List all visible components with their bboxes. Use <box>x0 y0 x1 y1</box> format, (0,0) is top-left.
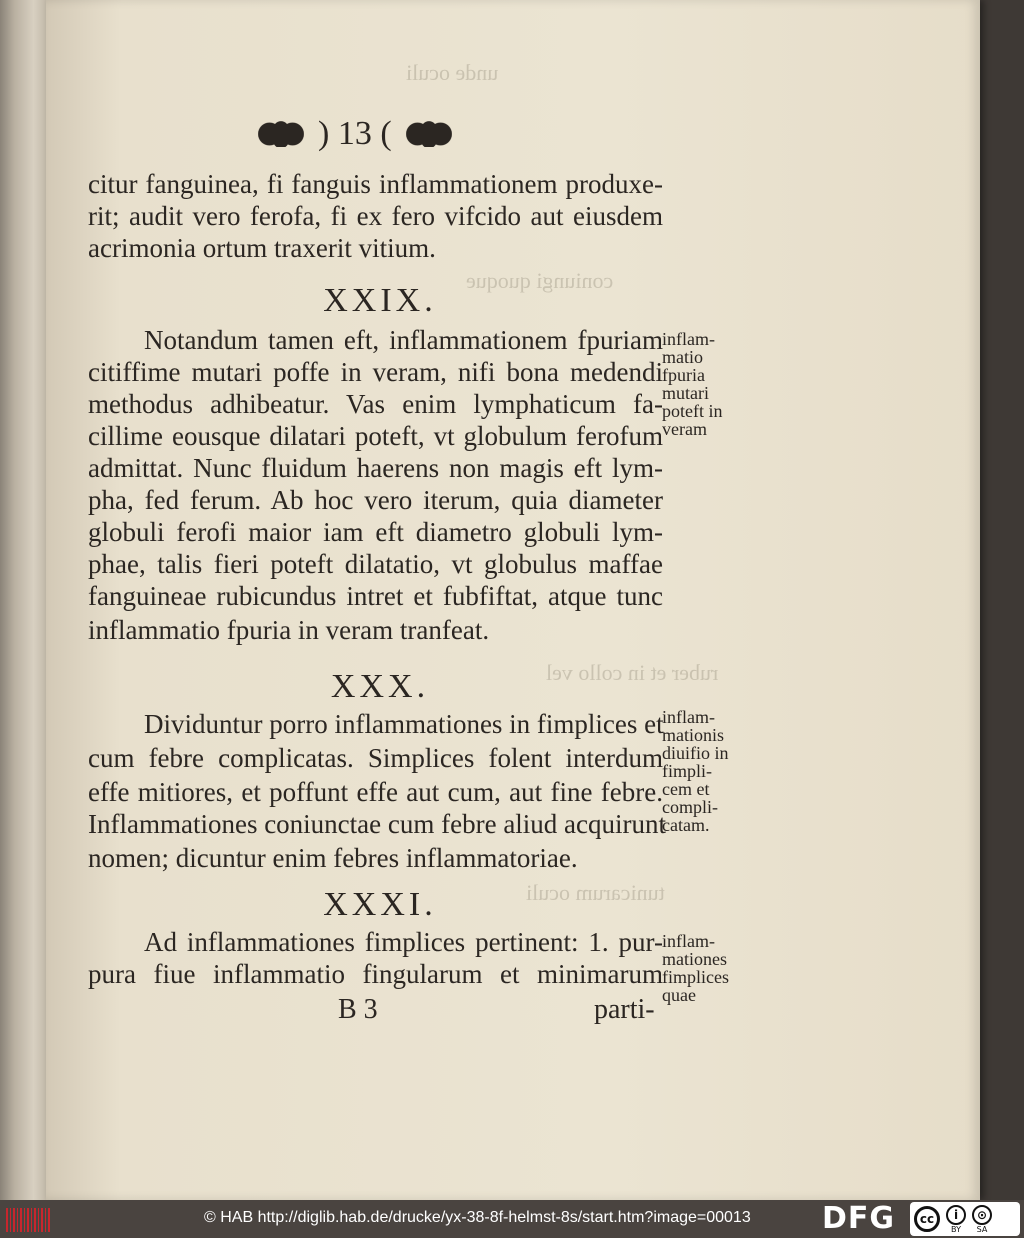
text-line: pha, fed ferum. Ab hoc vero iterum, quia diameter <box>88 485 663 515</box>
margin-note-line: diuifio in <box>662 743 729 763</box>
margin-note-line: fimpli- <box>662 761 712 781</box>
text-line: Dividuntur porro inflammationes in fimplices et <box>144 709 664 739</box>
margin-note <box>662 708 729 834</box>
text-line: acrimonia ortum traxerit vitium. <box>88 233 436 263</box>
margin-note-line: catam. <box>662 815 710 835</box>
margin-note-line: mationes <box>662 949 727 969</box>
margin-note <box>662 932 729 1004</box>
text-line: admittat. Nunc fluidum haerens non magis eft lym- <box>88 453 663 483</box>
running-head <box>258 112 508 156</box>
text-line: effe mitiores, et poffunt effe aut cum, aut fine febre. <box>88 777 663 807</box>
hab-barcode-icon <box>6 1208 50 1232</box>
viewer-footer <box>0 1200 1024 1238</box>
bleed-through: unde oculi <box>406 60 499 85</box>
margin-note-line: cem et <box>662 779 710 799</box>
cc-icon: cc <box>914 1206 940 1232</box>
bleed-through: coniungi quoque <box>466 268 614 293</box>
catchword: parti- <box>594 994 655 1025</box>
text-line: inflammatio fpuria in veram tranfeat. <box>88 615 490 645</box>
text-line: phae, talis fieri poteft dilatatio, vt globulus maffae <box>88 549 663 579</box>
margin-note-line: matio <box>662 347 703 367</box>
text-line: pura fiue inflammatio fingularum et minimarum <box>88 959 663 989</box>
sa-group <box>972 1205 992 1234</box>
section-heading: XXXI. <box>323 886 437 923</box>
margin-note-line: compli- <box>662 797 718 817</box>
margin-note-line: mutari <box>662 383 709 403</box>
margin-note-line: inflam- <box>662 931 715 951</box>
sa-label: SA <box>976 1224 988 1234</box>
credit-link[interactable]: © HAB http://diglib.hab.de/drucke/yx-38-8f-helmst-8s/start.htm?image=00013 <box>204 1209 751 1226</box>
margin-note <box>662 330 723 438</box>
text-line: globuli ferofi maior iam eft diametro globuli lym- <box>88 517 663 547</box>
by-label: BY <box>951 1224 961 1234</box>
margin-note-line: inflam- <box>662 707 715 727</box>
text-line: nomen; dicuntur enim febres inflammatoriae. <box>88 843 578 873</box>
by-group <box>946 1205 966 1234</box>
text-line: Ad inflammationes fimplices pertinent: 1. pur- <box>144 927 663 957</box>
ornament-right-icon <box>406 121 452 147</box>
margin-note-line: mationis <box>662 725 724 745</box>
margin-note-line: fimplices <box>662 967 729 987</box>
text-line: rit; audit vero ferofa, fi ex fero vifcido aut eiusdem <box>88 201 663 231</box>
page-number: ) 13 ( <box>318 115 392 152</box>
margin-note-line: poteft in <box>662 401 723 421</box>
text-line: fanguineae rubicundus intret et fubfiftat, atque tunc <box>88 581 663 611</box>
bleed-through: tunicarum oculi <box>526 880 665 905</box>
margin-note-line: quae <box>662 985 696 1005</box>
text-line: Notandum tamen eft, inflammationem fpuriam <box>144 325 663 355</box>
attribution-icon: i <box>946 1205 966 1225</box>
license-badge[interactable] <box>910 1202 1020 1236</box>
text-line: citiffime mutari poffe in veram, nifi bona medendi <box>88 357 663 387</box>
text-line: citur fanguinea, fi fanguis inflammationem produxe- <box>88 169 663 199</box>
previous-page-edge <box>0 0 48 1200</box>
bleed-through: ruber et in collo vel <box>546 660 719 685</box>
text-line: cum febre complicatas. Simplices folent interdum <box>88 743 663 773</box>
margin-note-line: inflam- <box>662 329 715 349</box>
section-heading: XXX. <box>330 668 430 705</box>
text-line: cillime eousque dilatari poteft, vt globulum ferofum <box>88 421 663 451</box>
margin-note-line: fpuria <box>662 365 705 385</box>
margin-note-line: veram <box>662 419 707 439</box>
text-line: methodus adhibeatur. Vas enim lymphaticum fa- <box>88 389 663 419</box>
share-alike-icon: ⊙ <box>972 1205 992 1225</box>
dfg-logo: DFG <box>822 1201 896 1236</box>
signature-mark: B 3 <box>338 994 378 1025</box>
ornament-left-icon <box>258 121 304 147</box>
section-heading: XXIX. <box>323 282 437 319</box>
text-line: Inflammationes coniunctae cum febre aliud acquirunt <box>88 809 667 839</box>
